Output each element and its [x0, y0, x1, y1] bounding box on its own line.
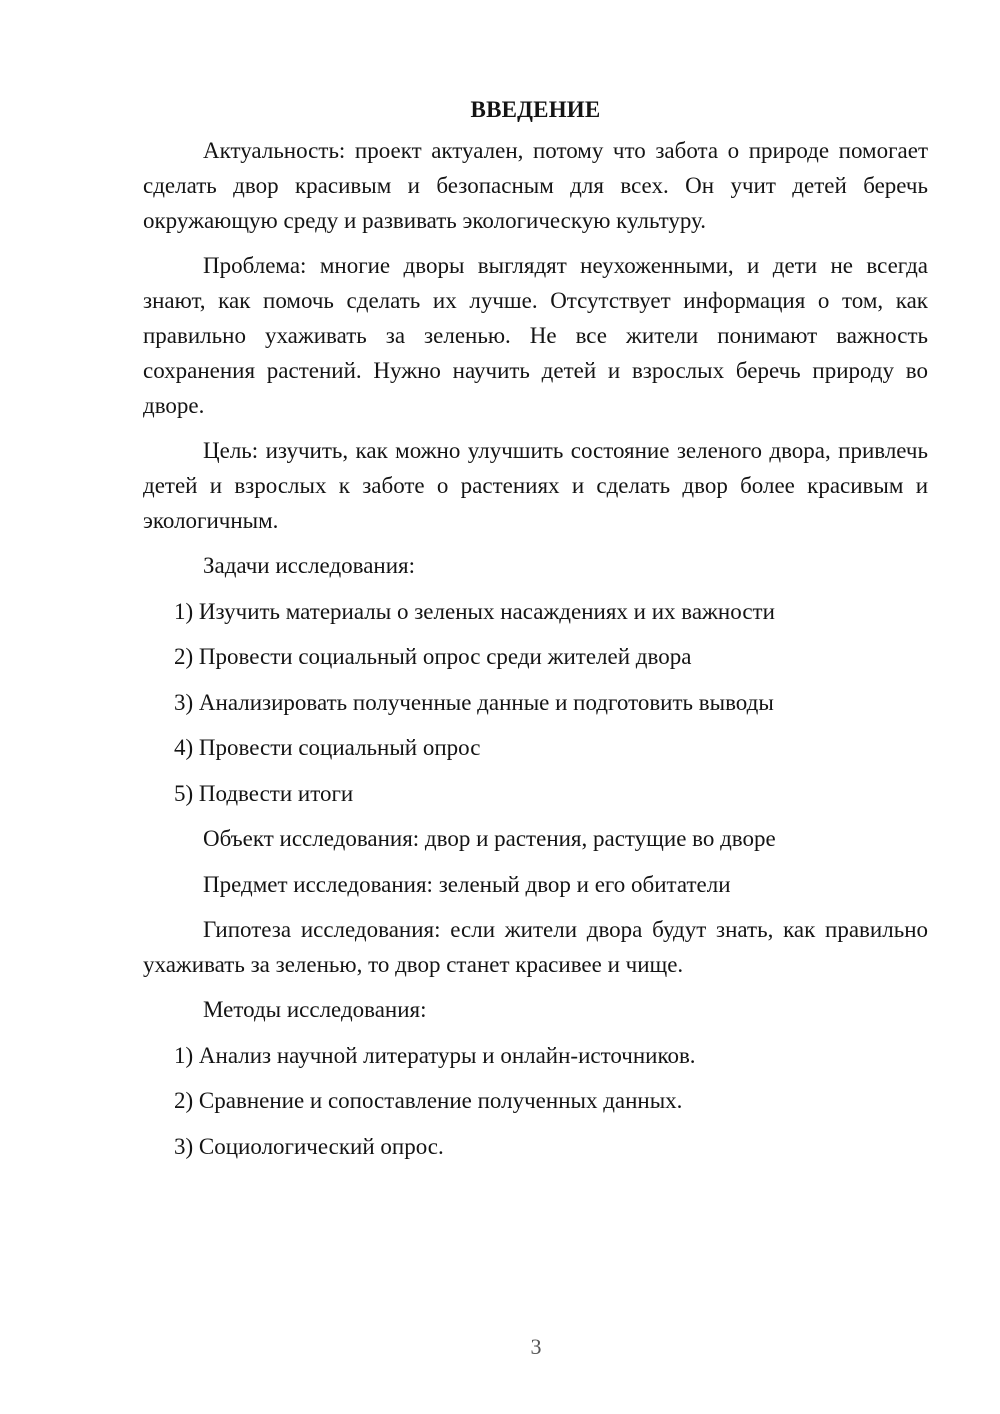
tasks-list	[143, 594, 928, 811]
tasks-title: Задачи исследования:	[203, 553, 416, 578]
problem-paragraph: Проблема: многие дворы выглядят неухоженными, и дети не всегда знают, как помочь сделать их лучше. Отсутствует информация о том, как правильно ухаживать за зеленью. Не все жители понимают важность сохранения растений. Нужно научить детей и взрослых беречь природу во дворе.	[143, 253, 928, 418]
list-item: 3) Социологический опрос.	[174, 1133, 444, 1159]
goal-paragraph: Цель: изучить, как можно улучшить состояние зеленого двора, привлечь детей и взрослых к заботе о растениях и сделать двор более красивым и экологичным.	[143, 438, 928, 533]
hypothesis-paragraph: Гипотеза исследования: если жители двора будут знать, как правильно ухаживать за зеленью, то двор станет красивее и чище.	[143, 917, 928, 977]
relevance-paragraph: Актуальность: проект актуален, потому что забота о природе помогает сделать двор красивым и безопасным для всех. Он учит детей беречь окружающую среду и развивать экологическую культуру.	[143, 138, 928, 233]
list-item: 4) Провести социальный опрос	[174, 735, 481, 760]
list-item: 1) Анализ научной литературы и онлайн-источников.	[174, 1042, 696, 1068]
subject-line: Предмет исследования: зеленый двор и его обитатели	[203, 871, 731, 897]
list-item: 2) Провести социальный опрос среди жителей двора	[174, 644, 692, 669]
document-page	[143, 95, 928, 1174]
methods-list	[143, 1038, 928, 1164]
methods-title: Методы исследования:	[203, 997, 427, 1022]
object-line: Объект исследования: двор и растения, растущие во дворе	[203, 826, 776, 851]
list-item: 2) Сравнение и сопоставление полученных данных.	[174, 1088, 683, 1113]
list-item: 3) Анализировать полученные данные и подготовить выводы	[174, 689, 774, 715]
list-item: 1) Изучить материалы о зеленых насаждениях и их важности	[174, 598, 775, 624]
section-heading: ВВЕДЕНИЕ	[470, 97, 601, 122]
page-number: 3	[530, 1334, 542, 1359]
list-item: 5) Подвести итоги	[174, 780, 354, 806]
